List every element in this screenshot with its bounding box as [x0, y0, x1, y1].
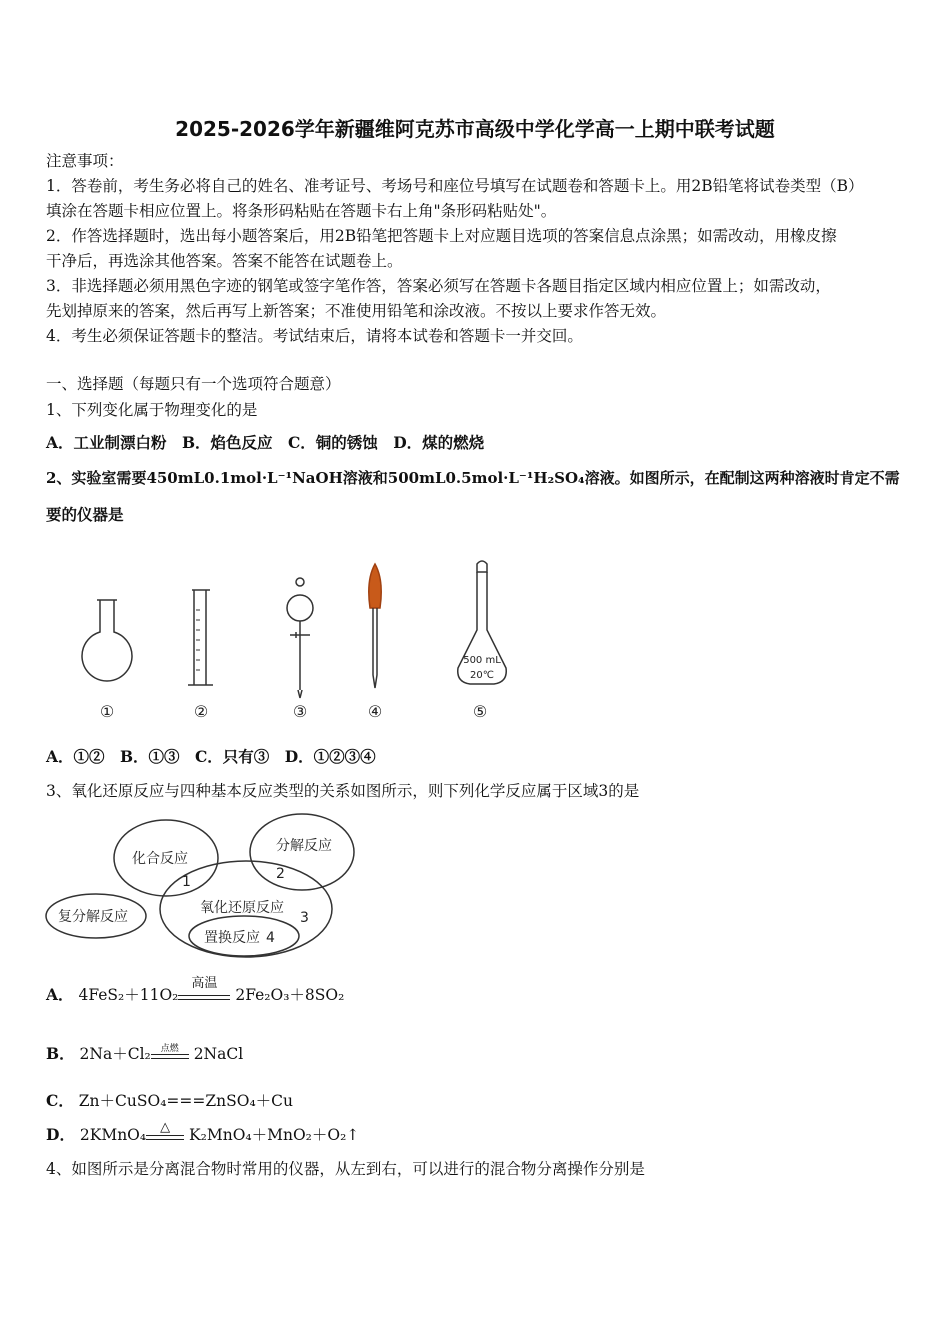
- venn-region-2: 2: [276, 866, 285, 882]
- section-heading: 一、选择题（每题只有一个选项符合题意）: [46, 375, 341, 393]
- venn-diagram: [44, 812, 364, 962]
- graduated-cylinder-icon: [188, 590, 213, 685]
- separatory-funnel-icon: [287, 578, 313, 698]
- option-d: D． 2KMnO₄ △ K₂MnO₄＋MnO₂＋O₂↑: [46, 1120, 360, 1144]
- notice-line: 3．非选择题必须用黑色字迹的钢笔或签字笔作答，答案必须写在答题卡各题目指定区域内相应位置上；如需改动，: [46, 277, 831, 295]
- apparatus-figure: [60, 550, 540, 730]
- question-2-stem-cont: 要的仪器是: [46, 505, 124, 524]
- figure-label: ①: [99, 702, 115, 721]
- question-1-options: [46, 433, 494, 453]
- venn-label-decomposition: 分解反应: [276, 838, 332, 854]
- figure-label: ③: [292, 702, 308, 721]
- option-a: A． 4FeS₂＋11O₂ 高温 2Fe₂O₃＋8SO₂: [46, 976, 345, 1004]
- option-b: B．①③: [119, 747, 180, 766]
- round-bottom-flask-icon: [82, 600, 132, 681]
- option-b: B． 2Na＋Cl₂ 点燃 2NaCl: [46, 1044, 244, 1063]
- notice-line: 填涂在答题卡相应位置上。将条形码粘贴在答题卡右上角"条形码粘贴处"。: [46, 202, 557, 220]
- venn-region-3: 3: [300, 910, 309, 926]
- venn-label-redox: 氧化还原反应: [200, 900, 284, 916]
- question-4-stem: 4、如图所示是分离混合物时常用的仪器，从左到右，可以进行的混合物分离操作分别是: [46, 1160, 645, 1178]
- flask-volume-label: 500 mL: [463, 655, 501, 666]
- option-a: A．①②: [46, 747, 105, 766]
- notice-heading: 注意事项：: [46, 152, 124, 170]
- venn-region-1: 1: [182, 874, 191, 890]
- figure-label: ②: [193, 702, 209, 721]
- flask-temp-label: 20℃: [470, 670, 494, 681]
- notice-line: 4．考生必须保证答题卡的整洁。考试结束后，请将本试卷和答题卡一并交回。: [46, 327, 583, 345]
- question-1-stem: 1、下列变化属于物理变化的是: [46, 401, 258, 419]
- venn-region-4: 4: [266, 930, 275, 946]
- question-2-stem: 2、实验室需要450mL0.1mol·L⁻¹NaOH溶液和500mL0.5mol·L⁻¹H₂SO₄溶液。如图所示，在配制这两种溶液时肯定不需: [46, 469, 900, 487]
- venn-label-combination: 化合反应: [132, 851, 188, 867]
- option-d: D．①②③④: [284, 747, 376, 766]
- question-3-stem: 3、氧化还原反应与四种基本反应类型的关系如图所示，则下列化学反应属于区域3的是: [46, 782, 640, 800]
- question-2-options: [46, 747, 386, 767]
- option-c: C．铜的锈蚀: [287, 433, 378, 452]
- figure-label: ④: [367, 702, 383, 721]
- notice-line: 2．作答选择题时，选出每小题答案后，用2B铅笔把答题卡上对应题目选项的答案信息点涂黑；如需改动，用橡皮擦: [46, 227, 837, 245]
- figure-label: ⑤: [472, 702, 488, 721]
- option-c: C．只有③: [194, 747, 270, 766]
- notice-line: 先划掉原来的答案，然后再写上新答案；不准使用铅笔和涂改液。不按以上要求作答无效。: [46, 302, 667, 320]
- notice-line: 干净后，再选涂其他答案。答案不能答在试题卷上。: [46, 252, 403, 270]
- dropper-icon: [369, 564, 381, 688]
- page-title: 2025-2026学年新疆维阿克苏市高级中学化学高一上期中联考试题: [175, 117, 775, 141]
- venn-label-double-decomposition: 复分解反应: [58, 909, 128, 925]
- option-c: C． Zn＋CuSO₄===ZnSO₄＋Cu: [46, 1091, 294, 1110]
- option-d: D．煤的燃烧: [393, 433, 485, 452]
- option-a: A．工业制漂白粉: [46, 433, 167, 452]
- notice-line: 1．答卷前，考生务必将自己的姓名、准考证号、考场号和座位号填写在试题卷和答题卡上。用2B铅笔将试卷类型（B）: [46, 177, 864, 195]
- option-b: B．焰色反应: [181, 433, 273, 452]
- venn-label-substitution: 置换反应: [204, 930, 260, 946]
